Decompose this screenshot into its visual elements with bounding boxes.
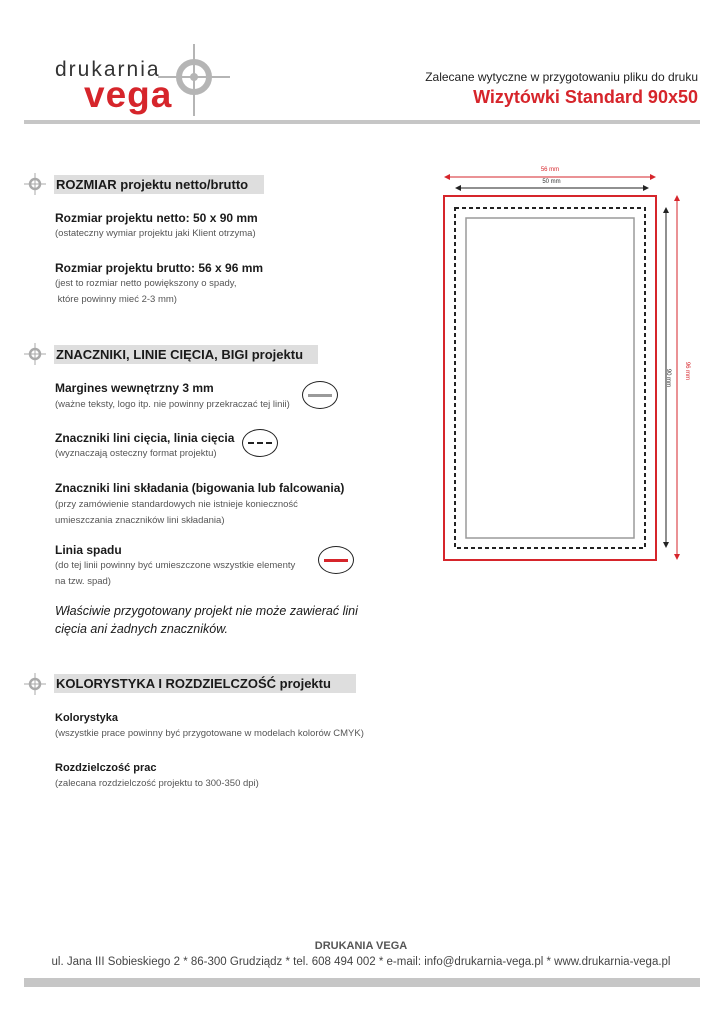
gross-size-note-2: które powinny mieć 2-3 mm): [55, 294, 177, 305]
section-heading-size: ROZMIAR projektu netto/brutto: [54, 175, 264, 194]
cut-line-symbol-icon: [242, 429, 278, 457]
net-size-note: (ostateczny wymiar projektu jaki Klient otrzyma): [55, 228, 256, 239]
crosshair-section-icon: [24, 343, 46, 365]
bleed-line-note-2: na tzw. spad): [55, 576, 111, 587]
width-gross-label: 56 mm: [540, 167, 560, 173]
footer-contact-info: ul. Jana III Sobieskiego 2 * 86-300 Grudziądz * tel. 608 494 002 * e-mail: info@drukarnia-vega.pl * www.drukarnia-vega.pl: [51, 956, 671, 968]
color-title: Kolorystyka: [55, 712, 118, 724]
bleed-line-symbol-icon: [318, 546, 354, 574]
header-title: Wizytówki Standard 90x50: [473, 87, 698, 107]
card-layout-diagram: [440, 170, 690, 570]
section-heading-color: KOLORYSTYKA I ROZDZIELCZOŚĆ projektu: [54, 674, 356, 693]
crosshair-section-icon: [24, 673, 46, 695]
margin-line-symbol-icon: [302, 381, 338, 409]
footer-company: DRUKANIA VEGA: [314, 940, 408, 952]
footer-divider: [24, 978, 700, 987]
warning-line-2: cięcia ani żadnych znaczników.: [55, 622, 229, 636]
logo-top-text: drukarnia: [55, 58, 161, 81]
fold-marks-note-1: (przy zamówienie standardowych nie istnieje konieczność: [55, 499, 298, 510]
warning-line-1: Właściwie przygotowany projekt nie może zawierać lini: [55, 604, 358, 618]
width-net-label: 50 mm: [542, 179, 561, 185]
net-size-title: Rozmiar projektu netto: 50 x 90 mm: [55, 211, 258, 225]
header-divider: [24, 120, 700, 124]
bleed-line-title: Linia spadu: [55, 543, 122, 557]
logo-brand-text: vega: [84, 74, 173, 115]
resolution-note: (zalecana rozdzielczość projektu to 300-350 dpi): [55, 778, 259, 789]
crosshair-logo-icon: [158, 44, 230, 116]
gross-size-note-1: (jest to rozmiar netto powiększony o spady,: [55, 278, 237, 289]
cut-marks-title: Znaczniki lini cięcia, linia cięcia: [55, 431, 235, 445]
section-heading-marks: ZNACZNIKI, LINIE CIĘCIA, BIGI projektu: [54, 345, 318, 364]
bleed-line-note-1: (do tej linii powinny być umieszczone wszystkie elementy: [55, 560, 296, 571]
color-note: (wszystkie prace powinny być przygotowane w modelach kolorów CMYK): [55, 728, 364, 739]
header-subtitle: Zalecane wytyczne w przygotowaniu pliku do druku: [425, 70, 698, 84]
fold-marks-title: Znaczniki lini składania (bigowania lub falcowania): [55, 481, 345, 495]
margin-note: (ważne teksty, logo itp. nie powinny przekraczać tej linii): [55, 399, 290, 410]
gross-size-title: Rozmiar projektu brutto: 56 x 96 mm: [55, 261, 264, 275]
height-gross-label: 96 mm: [684, 361, 690, 381]
height-net-label: 90 mm: [665, 368, 671, 388]
cut-marks-note: (wyznaczają osteczny format projektu): [55, 448, 217, 459]
resolution-title: Rozdzielczość prac: [55, 762, 157, 774]
margin-title: Margines wewnętrzny 3 mm: [55, 381, 214, 395]
fold-marks-note-2: umieszczania znaczników lini składania): [55, 515, 225, 526]
crosshair-section-icon: [24, 173, 46, 195]
